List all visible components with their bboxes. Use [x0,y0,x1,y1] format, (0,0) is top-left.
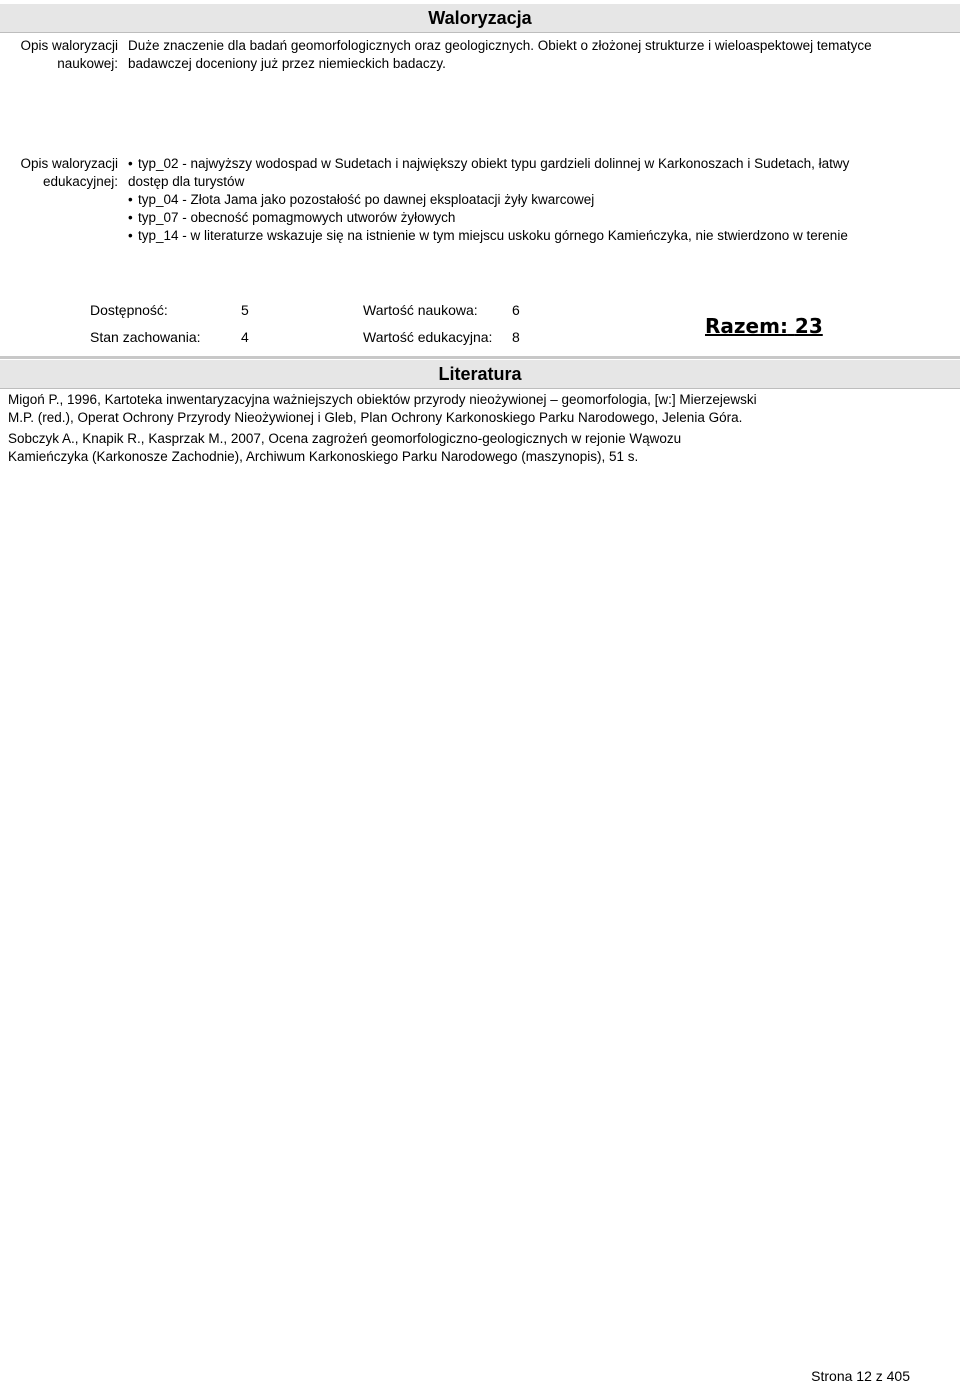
literature-entry: Migoń P., 1996, Kartoteka inwentaryzacyjna ważniejszych obiektów przyrody nieożywionej – geomorfologia, [w:] Mierzejewski M.P. (red.), Operat Ochrony Przyrody Nieożywionej i Gleb, Plan Ochrony Karkonoskiego Parku Narodowego, Jelenia Góra. [8,392,757,425]
section-divider [0,356,960,359]
naukowa-label: Opis waloryzacji naukowej: [20,38,118,71]
literatura-title: Literatura [438,364,522,384]
list-item: • typ_02 - najwyższy wodospad w Sudetach i największy obiekt typu gardzieli dolinnej w Karkonoszach i Sudetach, łatwy [128,156,850,171]
dostepnosc-label: Dostępność: [90,302,168,318]
razem-label: Razem: [705,314,788,338]
bullet-icon: • [128,210,133,225]
wartosc-edukacyjna-label: Wartość edukacyjna: [363,329,493,345]
literature-entry: Sobczyk A., Knapik R., Kasprzak M., 2007, Ocena zagrożeń geomorfologiczno-geologicznych w rejonie Wąwozu Kamieńczyka (Karkonosze Zachodnie), Archiwum Karkonoskiego Parku Narodowego (maszynopis), 51 s. [8,431,682,464]
edukacyjna-list [128,155,948,245]
list-item: • typ_14 - w literaturze wskazuje się na istnienie w tym miejscu uskoku górnego Kamieńczyka, nie stwierdzono w terenie [128,228,848,243]
list-item: • typ_07 - obecność pomagmowych utworów żyłowych [128,210,456,225]
razem-value: 23 [794,314,823,338]
page-title: Waloryzacja [428,8,532,28]
bullet-icon: • [128,192,133,207]
list-item-continuation: dostęp dla turystów [128,174,245,189]
stan-value: 4 [241,329,249,345]
bullet-icon: • [128,156,133,171]
dostepnosc-value: 5 [241,302,249,318]
section-header-waloryzacja [0,4,960,33]
wartosc-edukacyjna-value: 8 [512,329,520,345]
edukacyjna-label: Opis waloryzacji edukacyjnej: [20,156,118,189]
section-header-literatura [0,360,960,389]
wartosc-naukowa-label: Wartość naukowa: [363,302,478,318]
stan-label: Stan zachowania: [90,329,201,345]
razem-total [705,314,823,338]
page-number: Strona 12 z 405 [811,1368,910,1384]
list-item: • typ_04 - Złota Jama jako pozostałość po dawnej eksploatacji żyły kwarcowej [128,192,595,207]
bullet-icon: • [128,228,133,243]
naukowa-text: Duże znaczenie dla badań geomorfologicznych oraz geologicznych. Obiekt o złożonej strukturze i wieloaspektowej tematyce badawczej doceniony już przez niemieckich badaczy. [128,38,872,71]
wartosc-naukowa-value: 6 [512,302,520,318]
